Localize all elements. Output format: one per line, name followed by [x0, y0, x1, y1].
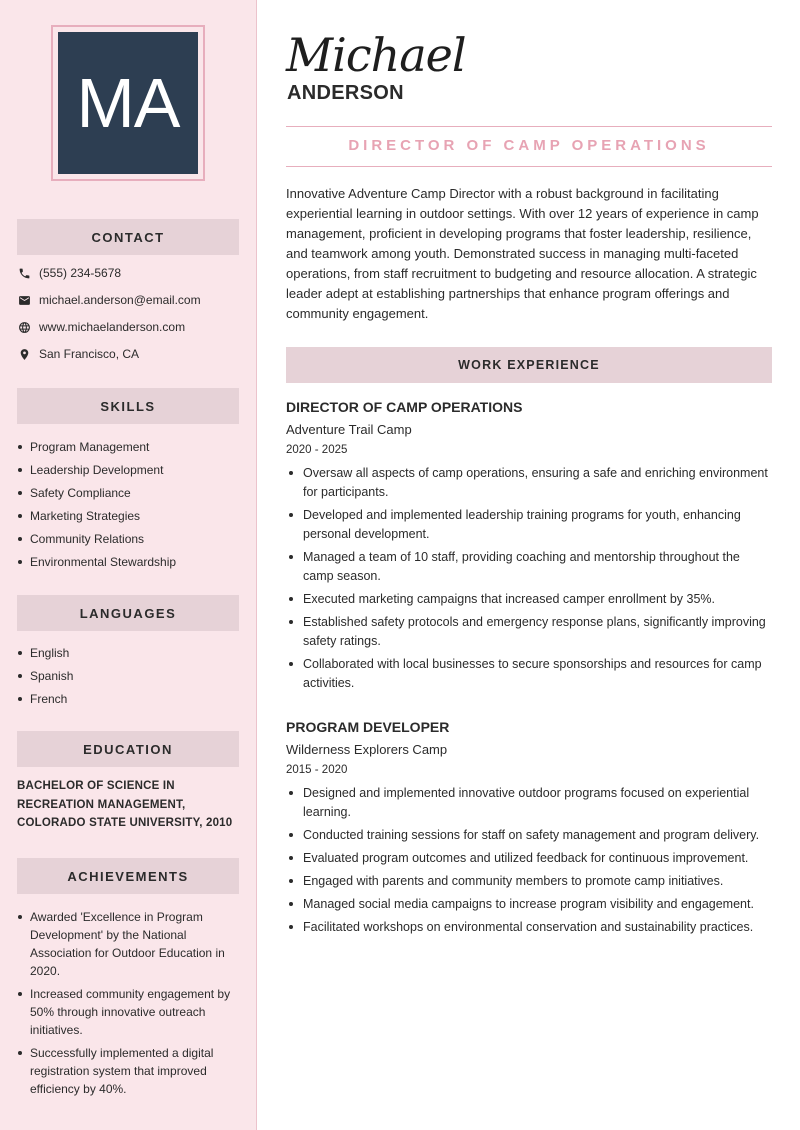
contact-location — [17, 347, 139, 361]
location-pin-icon — [17, 347, 31, 361]
job-bullet: Executed marketing campaigns that increased camper enrollment by 35%. — [286, 590, 772, 609]
contact-heading: CONTACT — [17, 219, 239, 255]
skill-item: Program Management — [17, 438, 239, 456]
job-bullet: Evaluated program outcomes and utilized feedback for continuous improvement. — [286, 849, 772, 868]
email-text: michael.anderson@email.com — [39, 293, 201, 307]
job-bullet: Established safety protocols and emergency response plans, significantly improving safety ratings. — [286, 613, 772, 651]
languages-heading: LANGUAGES — [17, 595, 239, 631]
job-company: Adventure Trail Camp — [286, 422, 412, 437]
language-item: English — [17, 644, 239, 662]
contact-phone — [17, 266, 121, 280]
contact-email — [17, 293, 201, 307]
job-bullets — [286, 464, 772, 693]
website-text: www.michaelanderson.com — [39, 320, 186, 334]
job-bullet: Facilitated workshops on environmental conservation and sustainability practices. — [286, 918, 772, 937]
phone-text: (555) 234-5678 — [39, 266, 122, 280]
job-role: PROGRAM DEVELOPER — [286, 719, 450, 735]
job-company: Wilderness Explorers Camp — [286, 742, 448, 757]
skills-list — [17, 438, 239, 576]
achievement-item: Awarded 'Excellence in Program Development' by the National Association for Outdoor Education in 2020. — [17, 908, 239, 980]
skill-item: Leadership Development — [17, 461, 239, 479]
education-entry: BACHELOR OF SCIENCE IN RECREATION MANAGEMENT, COLORADO STATE UNIVERSITY, 2010 — [17, 780, 233, 829]
job-bullet: Oversaw all aspects of camp operations, ensuring a safe and enriching environment for participants. — [286, 464, 772, 502]
last-name: ANDERSON — [287, 82, 404, 104]
skills-heading: SKILLS — [17, 388, 239, 424]
skill-item: Community Relations — [17, 530, 239, 548]
job-bullet: Developed and implemented leadership training programs for youth, enhancing personal development. — [286, 506, 772, 544]
job-dates: 2015 - 2020 — [286, 764, 348, 776]
job-bullets — [286, 784, 772, 937]
skill-item: Marketing Strategies — [17, 507, 239, 525]
title-rule-bottom — [286, 166, 772, 167]
job-bullet: Managed social media campaigns to increase program visibility and engagement. — [286, 895, 772, 914]
job-bullet: Collaborated with local businesses to secure sponsorships and resources for camp activities. — [286, 655, 772, 693]
job-entry — [286, 719, 772, 941]
skill-item: Environmental Stewardship — [17, 553, 239, 571]
email-icon — [17, 293, 31, 307]
language-item: French — [17, 690, 239, 708]
globe-icon — [17, 320, 31, 334]
sidebar — [0, 0, 257, 1130]
job-bullet: Conducted training sessions for staff on safety management and program delivery. — [286, 826, 772, 845]
job-bullet: Engaged with parents and community members to promote camp initiatives. — [286, 872, 772, 891]
monogram: MA — [58, 32, 198, 174]
job-dates: 2020 - 2025 — [286, 444, 348, 456]
title-rule-top — [286, 126, 772, 127]
achievements-heading: ACHIEVEMENTS — [17, 858, 239, 894]
languages-list — [17, 644, 239, 713]
achievement-item: Successfully implemented a digital registration system that improved efficiency by 40%. — [17, 1044, 239, 1098]
achievement-item: Increased community engagement by 50% through innovative outreach initiatives. — [17, 985, 239, 1039]
job-entry — [286, 399, 772, 697]
job-title: DIRECTOR OF CAMP OPERATIONS — [348, 137, 710, 154]
education-heading: EDUCATION — [17, 731, 239, 767]
skill-item: Safety Compliance — [17, 484, 239, 502]
language-item: Spanish — [17, 667, 239, 685]
job-bullet: Designed and implemented innovative outdoor programs focused on experiential learning. — [286, 784, 772, 822]
monogram-frame — [51, 25, 205, 181]
phone-icon — [17, 266, 31, 280]
work-experience-heading: WORK EXPERIENCE — [286, 347, 772, 383]
profile-summary: Innovative Adventure Camp Director with a robust background in facilitating experiential learning in outdoor settings. With over 12 years of experience in camp management, proficient in developing programs that foster leadership, resilience, and teamwork among youth. Demonstrated success in managing multi-faceted operations, from staff recruitment to budgeting and resource allocation. A strategic leader adept at establishing partnerships that enhance program offerings and community engagement. — [286, 186, 759, 321]
contact-website — [17, 320, 185, 334]
job-bullet: Managed a team of 10 staff, providing coaching and mentorship throughout the camp season. — [286, 548, 772, 586]
job-role: DIRECTOR OF CAMP OPERATIONS — [286, 399, 523, 415]
achievements-list — [17, 908, 239, 1103]
location-text: San Francisco, CA — [39, 347, 140, 361]
first-name: Michael — [286, 28, 466, 82]
